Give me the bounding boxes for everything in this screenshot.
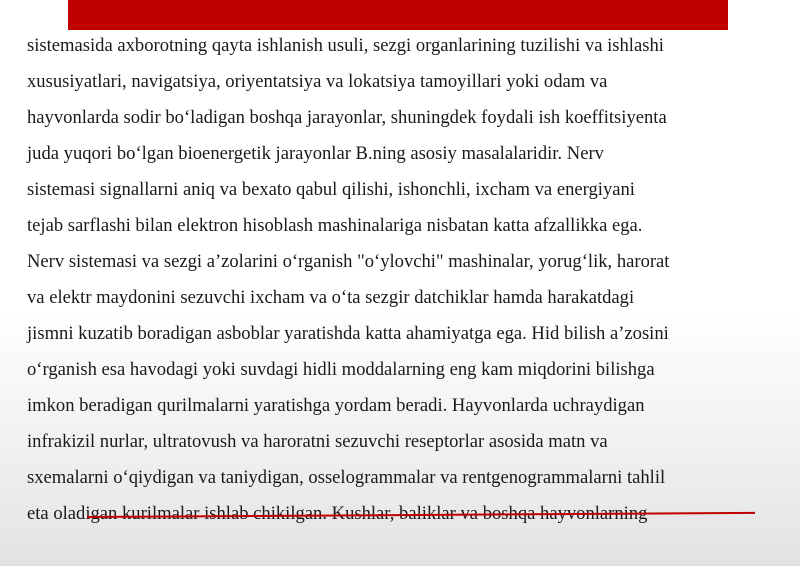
text-line: xususiyatlari, navigatsiya, oriyentatsiya va lokatsiya tamoyillari yoki odam va [27,71,608,92]
text-line: jismni kuzatib boradigan asboblar yaratishda katta ahamiyatga ega. Hid bilish aʼzosini [27,323,669,344]
text-line: sxemalarni oʻqiydigan va taniydigan, osselogrammalar va rentgenogrammalarni tahlil [27,467,666,488]
text-line: eta oladigan kurilmalar ishlab chikilgan. Kushlar, baliklar va boshqa hayvonlarning [27,503,648,524]
text-line: imkon beradigan qurilmalarni yaratishga yordam beradi. Hayvonlarda uchraydigan [27,395,645,416]
text-line: sistemasi signallarni aniq va bexato qabul qilishi, ishonchli, ixcham va energiyani [27,179,635,200]
text-line: hayvonlarda sodir boʻladigan boshqa jarayonlar, shuningdek foydali ish koeffitsiyenta [27,107,667,128]
text-line: juda yuqori boʻlgan bioenergetik jarayonlar B.ning asosiy masalalaridir. Nerv [27,143,604,164]
text-line: infrakizil nurlar, ultratovush va haroratni sezuvchi reseptorlar asosida matn va [27,431,608,452]
text-line: Nerv sistemasi va sezgi aʼzolarini oʻrganish "oʻylovchi" mashinalar, yorugʻlik, harorat [27,251,670,272]
slide-body-text [27,28,777,532]
top-accent-bar [68,0,728,30]
text-line-last [27,496,777,532]
text-line: tejab sarflashi bilan elektron hisoblash mashinalariga nisbatan katta afzallikka ega. [27,215,643,236]
text-line: oʻrganish esa havodagi yoki suvdagi hidli moddalarning eng kam miqdorini bilishga [27,359,655,380]
text-line: sistemasida axborotning qayta ishlanish usuli, sezgi organlarining tuzilishi va ishlashi [27,35,664,56]
text-line: va elektr maydonini sezuvchi ixcham va oʻta sezgir datchiklar hamda harakatdagi [27,287,635,308]
